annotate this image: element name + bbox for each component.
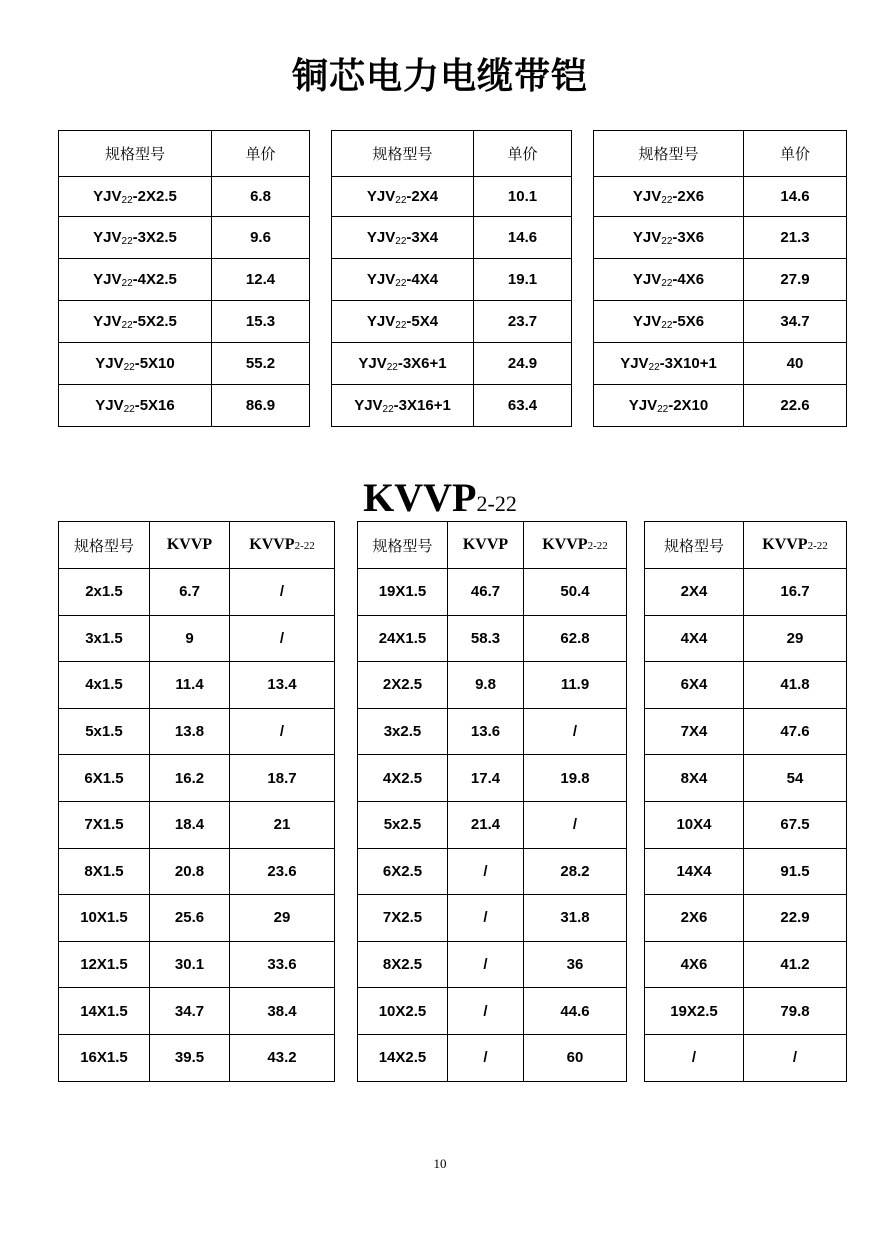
kvvp-price-cell: 13.8: [150, 708, 230, 755]
table-row: [59, 708, 847, 755]
price-cell: 63.4: [474, 385, 572, 427]
column-gap: [572, 217, 594, 259]
spec-cell: [332, 217, 474, 259]
spec-suffix: -3X10+1: [659, 354, 717, 372]
header-price: 单价: [744, 131, 847, 177]
price-cell: 86.9: [212, 385, 310, 427]
column-gap: [310, 343, 332, 385]
spec-prefix-sub: 22: [661, 235, 673, 247]
header-kvvp-main: KVVP: [542, 536, 588, 553]
table-row: [59, 801, 847, 848]
kvvp22-price-cell: /: [524, 801, 627, 848]
spec-cell: 8X2.5: [358, 941, 448, 988]
spec-cell: 10X4: [645, 801, 744, 848]
kvvp-price-cell: 21.4: [448, 801, 524, 848]
spec-cell: [332, 177, 474, 217]
spec-prefix-sub: 22: [123, 403, 135, 415]
table-row: [59, 569, 847, 616]
spec-suffix: -2X10: [668, 396, 709, 414]
header-kvvp-main: KVVP: [249, 536, 295, 553]
column-gap: [310, 385, 332, 427]
column-gap: [572, 131, 594, 177]
spec-cell: [59, 259, 212, 301]
kvvp22-price-cell: 62.8: [524, 615, 627, 662]
spec-cell: 14X4: [645, 848, 744, 895]
spec-cell: 8X1.5: [59, 848, 150, 895]
spec-prefix: YJV: [628, 396, 658, 414]
spec-cell: 16X1.5: [59, 1034, 150, 1081]
spec-prefix-sub: 22: [121, 194, 133, 206]
price-cell: 15.3: [212, 301, 310, 343]
spec-cell: [59, 301, 212, 343]
kvvp22-price-cell: 11.9: [524, 662, 627, 709]
spec-prefix: YJV: [93, 187, 122, 205]
spec-prefix: YJV: [632, 270, 662, 288]
spec-suffix: -4X2.5: [132, 270, 177, 288]
column-gap: [310, 177, 332, 217]
kvvp22-price-cell: 18.7: [230, 755, 335, 802]
column-gap: [627, 801, 645, 848]
column-gap: [627, 848, 645, 895]
column-gap: [627, 1034, 645, 1081]
kvvp-price-cell: /: [448, 941, 524, 988]
header-spec: 规格型号: [594, 131, 744, 177]
spec-prefix: YJV: [358, 354, 387, 372]
spec-prefix-sub: 22: [121, 235, 133, 247]
kvvp22-price-cell: 38.4: [230, 988, 335, 1035]
spec-prefix-sub: 22: [395, 235, 407, 247]
spec-cell: 6X2.5: [358, 848, 448, 895]
yjv-price-table: [58, 130, 847, 427]
spec-suffix: -5X10: [134, 354, 175, 372]
price-cell: 24.9: [474, 343, 572, 385]
spec-prefix-sub: 22: [395, 277, 407, 289]
kvvp-price-cell: 11.4: [150, 662, 230, 709]
kvvp-section-title: [0, 474, 880, 521]
spec-cell: [594, 343, 744, 385]
table-row: [59, 177, 847, 217]
kvvp-price-cell: /: [448, 848, 524, 895]
page-number: 10: [433, 1156, 447, 1171]
spec-suffix: -3X16+1: [393, 396, 451, 414]
price-cell: 23.7: [474, 301, 572, 343]
spec-cell: 14X1.5: [59, 988, 150, 1035]
column-gap: [335, 941, 358, 988]
spec-cell: 10X2.5: [358, 988, 448, 1035]
price-cell: 12.4: [212, 259, 310, 301]
spec-prefix: YJV: [632, 228, 662, 246]
spec-prefix: YJV: [95, 396, 124, 414]
header-kvvp-sub: 2-22: [294, 540, 315, 552]
kvvp-price-cell: /: [448, 988, 524, 1035]
kvvp22-price-cell: /: [524, 708, 627, 755]
spec-cell: [594, 259, 744, 301]
kvvp22-price-cell: 21: [230, 801, 335, 848]
spec-prefix-sub: 22: [657, 403, 669, 415]
price-cell: 27.9: [744, 259, 847, 301]
kvvp22-price-cell: 31.8: [524, 895, 627, 942]
spec-cell: [332, 343, 474, 385]
kvvp-price-cell: 16.2: [150, 755, 230, 802]
spec-cell: 3x2.5: [358, 708, 448, 755]
column-gap: [627, 662, 645, 709]
spec-cell: [59, 217, 212, 259]
column-gap: [572, 385, 594, 427]
column-gap: [627, 522, 645, 569]
kvvp-price-table: [58, 521, 847, 1082]
spec-suffix: -2X2.5: [132, 187, 177, 205]
spec-cell: [594, 301, 744, 343]
price-cell: 9.6: [212, 217, 310, 259]
spec-suffix: -3X6: [672, 228, 705, 246]
kvvp22-price-cell: 29: [230, 895, 335, 942]
spec-cell: 4x1.5: [59, 662, 150, 709]
spec-prefix: YJV: [366, 187, 396, 205]
spec-cell: 5x2.5: [358, 801, 448, 848]
spec-cell: [594, 217, 744, 259]
header-spec: 规格型号: [645, 522, 744, 569]
header-kvvp-2-22: [524, 522, 627, 569]
table-row: [59, 217, 847, 259]
column-gap: [335, 569, 358, 616]
spec-prefix-sub: 22: [648, 361, 660, 373]
price-cell: 19.1: [474, 259, 572, 301]
spec-cell: [594, 385, 744, 427]
kvvp22-price-cell: 29: [744, 615, 847, 662]
spec-cell: 8X4: [645, 755, 744, 802]
kvvp22-price-cell: 41.8: [744, 662, 847, 709]
price-cell: 55.2: [212, 343, 310, 385]
spec-cell: 2X2.5: [358, 662, 448, 709]
spec-suffix: -3X4: [406, 228, 439, 246]
spec-suffix: -3X6+1: [397, 354, 447, 372]
spec-suffix: -2X6: [672, 187, 705, 205]
column-gap: [627, 569, 645, 616]
table-row: [59, 662, 847, 709]
spec-cell: 2X4: [645, 569, 744, 616]
column-gap: [335, 615, 358, 662]
column-gap: [627, 615, 645, 662]
kvvp22-price-cell: 47.6: [744, 708, 847, 755]
kvvp22-price-cell: /: [230, 708, 335, 755]
spec-cell: 10X1.5: [59, 895, 150, 942]
kvvp22-price-cell: 41.2: [744, 941, 847, 988]
header-kvvp-2-22: [744, 522, 847, 569]
column-gap: [627, 895, 645, 942]
yjv-header-row: [59, 131, 847, 177]
kvvp-header-row: [59, 522, 847, 569]
column-gap: [335, 848, 358, 895]
kvvp22-price-cell: 67.5: [744, 801, 847, 848]
spec-prefix: YJV: [632, 187, 662, 205]
spec-prefix: YJV: [366, 228, 396, 246]
header-kvvp-sub: 2-22: [807, 540, 828, 552]
column-gap: [310, 301, 332, 343]
spec-cell: [59, 177, 212, 217]
column-gap: [335, 801, 358, 848]
kvvp22-price-cell: 54: [744, 755, 847, 802]
kvvp22-price-cell: 22.9: [744, 895, 847, 942]
spec-prefix-sub: 22: [395, 194, 407, 206]
spec-prefix-sub: 22: [121, 319, 133, 331]
column-gap: [335, 522, 358, 569]
spec-cell: [594, 177, 744, 217]
spec-prefix-sub: 22: [382, 403, 394, 415]
spec-cell: 4X6: [645, 941, 744, 988]
column-gap: [310, 259, 332, 301]
spec-prefix: YJV: [366, 312, 396, 330]
header-kvvp-2-22: [230, 522, 335, 569]
price-cell: 10.1: [474, 177, 572, 217]
kvvp22-price-cell: 33.6: [230, 941, 335, 988]
table-row: [59, 941, 847, 988]
kvvp-price-cell: 34.7: [150, 988, 230, 1035]
kvvp22-price-cell: 19.8: [524, 755, 627, 802]
spec-prefix: YJV: [93, 270, 122, 288]
column-gap: [310, 217, 332, 259]
column-gap: [627, 988, 645, 1035]
spec-prefix: YJV: [93, 228, 122, 246]
kvvp-price-cell: 18.4: [150, 801, 230, 848]
spec-cell: [332, 259, 474, 301]
table-row: [59, 615, 847, 662]
spec-suffix: -5X6: [672, 312, 705, 330]
spec-prefix-sub: 22: [661, 319, 673, 331]
spec-prefix: YJV: [354, 396, 383, 414]
spec-prefix-sub: 22: [395, 319, 407, 331]
column-gap: [335, 895, 358, 942]
spec-prefix-sub: 22: [121, 277, 133, 289]
spec-cell: 6X4: [645, 662, 744, 709]
spec-suffix: -2X4: [406, 187, 439, 205]
spec-cell: 2x1.5: [59, 569, 150, 616]
spec-prefix: YJV: [95, 354, 124, 372]
kvvp22-price-cell: 91.5: [744, 848, 847, 895]
column-gap: [572, 301, 594, 343]
kvvp22-price-cell: 60: [524, 1034, 627, 1081]
spec-cell: 4X4: [645, 615, 744, 662]
spec-cell: 24X1.5: [358, 615, 448, 662]
spec-cell: [332, 301, 474, 343]
price-cell: 40: [744, 343, 847, 385]
spec-cell: [59, 343, 212, 385]
column-gap: [335, 755, 358, 802]
header-price: 单价: [212, 131, 310, 177]
spec-prefix-sub: 22: [661, 194, 673, 206]
column-gap: [627, 708, 645, 755]
spec-suffix: -4X6: [672, 270, 705, 288]
column-gap: [572, 259, 594, 301]
kvvp-price-cell: 9.8: [448, 662, 524, 709]
spec-prefix: YJV: [366, 270, 396, 288]
kvvp-price-cell: 13.6: [448, 708, 524, 755]
spec-cell: 4X2.5: [358, 755, 448, 802]
kvvp-price-cell: 17.4: [448, 755, 524, 802]
spec-cell: [59, 385, 212, 427]
kvvp22-price-cell: 28.2: [524, 848, 627, 895]
spec-cell: 14X2.5: [358, 1034, 448, 1081]
spec-prefix: YJV: [93, 312, 122, 330]
header-kvvp: KVVP: [448, 522, 524, 569]
kvvp22-price-cell: 23.6: [230, 848, 335, 895]
kvvp22-price-cell: 36: [524, 941, 627, 988]
price-cell: 14.6: [744, 177, 847, 217]
kvvp-price-cell: 9: [150, 615, 230, 662]
spec-prefix-sub: 22: [386, 361, 398, 373]
spec-cell: 7X4: [645, 708, 744, 755]
price-cell: 21.3: [744, 217, 847, 259]
kvvp-title-sub: 2-22: [476, 491, 517, 516]
header-spec: 规格型号: [332, 131, 474, 177]
table-row: [59, 895, 847, 942]
spec-cell: 2X6: [645, 895, 744, 942]
column-gap: [572, 343, 594, 385]
table-row: [59, 988, 847, 1035]
kvvp22-price-cell: 44.6: [524, 988, 627, 1035]
spec-suffix: -4X4: [406, 270, 439, 288]
column-gap: [335, 662, 358, 709]
spec-prefix: YJV: [620, 354, 649, 372]
spec-prefix-sub: 22: [661, 277, 673, 289]
price-cell: 34.7: [744, 301, 847, 343]
table-row: [59, 343, 847, 385]
kvvp-price-cell: 39.5: [150, 1034, 230, 1081]
spec-cell: 6X1.5: [59, 755, 150, 802]
spec-cell: 12X1.5: [59, 941, 150, 988]
kvvp-price-cell: /: [448, 1034, 524, 1081]
kvvp22-price-cell: /: [230, 615, 335, 662]
column-gap: [627, 755, 645, 802]
column-gap: [310, 131, 332, 177]
spec-cell: 3x1.5: [59, 615, 150, 662]
spec-cell: 19X1.5: [358, 569, 448, 616]
kvvp22-price-cell: 79.8: [744, 988, 847, 1035]
page-title: 铜芯电力电缆带铠: [291, 56, 588, 97]
spec-suffix: -5X2.5: [132, 312, 177, 330]
spec-cell: 7X2.5: [358, 895, 448, 942]
kvvp-price-cell: 6.7: [150, 569, 230, 616]
table-row: [59, 301, 847, 343]
kvvp22-price-cell: /: [230, 569, 335, 616]
spec-suffix: -3X2.5: [132, 228, 177, 246]
price-cell: 6.8: [212, 177, 310, 217]
column-gap: [627, 941, 645, 988]
kvvp-price-cell: 58.3: [448, 615, 524, 662]
header-spec: 规格型号: [59, 522, 150, 569]
spec-prefix: YJV: [632, 312, 662, 330]
spec-suffix: -5X4: [406, 312, 439, 330]
column-gap: [335, 1034, 358, 1081]
header-kvvp-sub: 2-22: [587, 540, 608, 552]
header-spec: 规格型号: [59, 131, 212, 177]
spec-suffix: -5X16: [134, 396, 175, 414]
table-row: [59, 1034, 847, 1081]
header-kvvp-main: KVVP: [762, 536, 808, 553]
kvvp-price-cell: 46.7: [448, 569, 524, 616]
kvvp-title-main: KVVP: [363, 475, 477, 520]
column-gap: [572, 177, 594, 217]
column-gap: [335, 988, 358, 1035]
spec-cell: /: [645, 1034, 744, 1081]
column-gap: [335, 708, 358, 755]
kvvp-price-cell: /: [448, 895, 524, 942]
header-price: 单价: [474, 131, 572, 177]
table-row: [59, 755, 847, 802]
spec-prefix-sub: 22: [123, 361, 135, 373]
kvvp-price-cell: 30.1: [150, 941, 230, 988]
kvvp-price-cell: 20.8: [150, 848, 230, 895]
spec-cell: 19X2.5: [645, 988, 744, 1035]
price-cell: 14.6: [474, 217, 572, 259]
spec-cell: [332, 385, 474, 427]
table-row: [59, 259, 847, 301]
spec-cell: 7X1.5: [59, 801, 150, 848]
table-row: [59, 848, 847, 895]
header-kvvp: KVVP: [150, 522, 230, 569]
kvvp22-price-cell: 50.4: [524, 569, 627, 616]
kvvp22-price-cell: 13.4: [230, 662, 335, 709]
spec-cell: 5x1.5: [59, 708, 150, 755]
header-spec: 规格型号: [358, 522, 448, 569]
kvvp22-price-cell: 43.2: [230, 1034, 335, 1081]
price-cell: 22.6: [744, 385, 847, 427]
kvvp22-price-cell: 16.7: [744, 569, 847, 616]
kvvp-price-cell: 25.6: [150, 895, 230, 942]
kvvp22-price-cell: /: [744, 1034, 847, 1081]
table-row: [59, 385, 847, 427]
